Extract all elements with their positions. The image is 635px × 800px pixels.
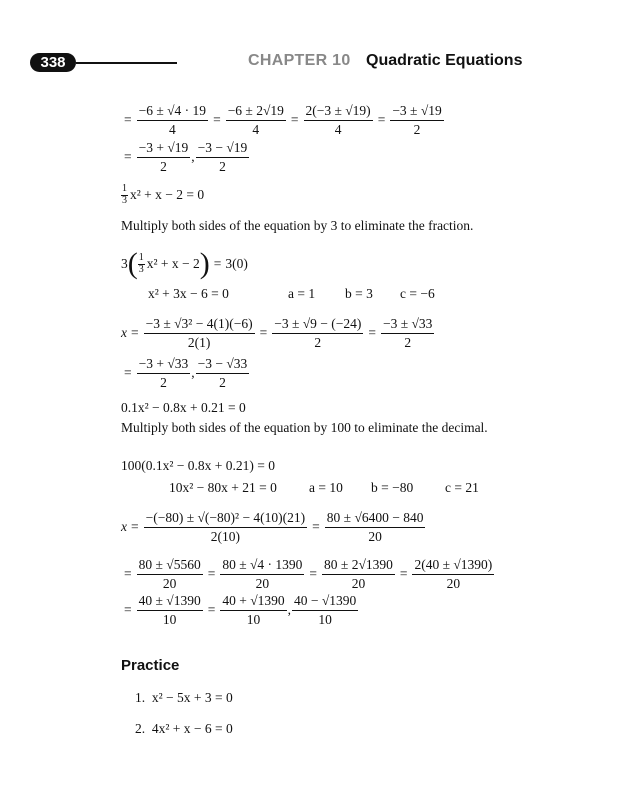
practice-heading: Practice bbox=[121, 657, 180, 674]
fraction: $\frac{\text{−(−80) ± √(−80)² − 4(10)(21)}}{2(10)}$ bbox=[145, 510, 306, 544]
equation-line: 3 ( 1 3 x² + x − 2 ) = 3(0) bbox=[121, 247, 248, 280]
equation-line: x = $\frac{\text{−(−80) ± √(−80)² − 4(10)(21)}}{2(10)}$ = $\frac{80 \pm √6400 - 840}{20}$ bbox=[121, 510, 424, 544]
page-number: 338 bbox=[30, 53, 76, 72]
equation-line: = $\frac{-6 \pm √4 \cdot 19}{4}$ = $\frac{-6 \pm 2√19}{4}$ = $\frac{2(-3 \pm √19)}{4}$ = $\frac{-3 \pm √19}{2}$ bbox=[124, 103, 442, 137]
fraction: $\frac{40 - √1390}{10}$ bbox=[293, 593, 357, 627]
instruction-text: Multiply both sides of the equation by 3 to eliminate the fraction. bbox=[121, 218, 474, 233]
equation-line: = $\frac{-3 + √33}{2}$ , $\frac{-3 - √33}{2}$ bbox=[124, 356, 248, 390]
header-rule bbox=[76, 62, 177, 64]
equation-line: x² + 3x − 6 = 0 a = 1 b = 3 c = −6 bbox=[148, 286, 435, 301]
fraction: $\frac{\text{−3 ± √3² − 4(1)(−6)}}{2(1)}$ bbox=[145, 316, 253, 350]
equation-line: x = $\frac{\text{−3 ± √3² − 4(1)(−6)}}{2(1)}$ = $\frac{-3 \pm √9 - (-24)}{2}$ = $\frac{-3 \pm √33}{2}$ bbox=[121, 316, 433, 350]
problem-equation: 1 3 x² + x − 2 = 0 bbox=[122, 183, 205, 206]
fraction: $\frac{40 + √1390}{10}$ bbox=[222, 593, 285, 627]
fraction: $\frac{-3 + √19}{2}$ bbox=[138, 140, 189, 174]
fraction: $\frac{-6 \pm 2√19}{4}$ bbox=[227, 103, 284, 137]
problem-equation: 0.1x² − 0.8x + 0.21 = 0 bbox=[121, 400, 246, 415]
equation-line: 10x² − 80x + 21 = 0 a = 10 b = −80 c = 21 bbox=[169, 480, 479, 495]
fraction: $\frac{-3 - √19}{2}$ bbox=[197, 140, 248, 174]
equation-line: = $\frac{80 \pm √5560}{20}$ = $\frac{80 \pm √4 \cdot 1390}{20}$ = $\frac{80 \pm 2√1390}{20}$ = $\frac{2(40 \pm √1390)}{20}$ bbox=[124, 557, 493, 591]
fraction: $\frac{2(-3 \pm √19)}{4}$ bbox=[305, 103, 371, 137]
fraction: $\frac{80 \pm √4 \cdot 1390}{20}$ bbox=[222, 557, 303, 591]
chapter-title: Quadratic Equations bbox=[366, 52, 523, 69]
fraction: $\frac{-3 \pm √9 - (-24)}{2}$ bbox=[274, 316, 362, 350]
fraction: $\frac{-3 \pm √19}{2}$ bbox=[392, 103, 442, 137]
fraction: $\frac{-3 - √33}{2}$ bbox=[197, 356, 248, 390]
equation-line: = $\frac{40 \pm √1390}{10}$ = $\frac{40 + √1390}{10}$ , $\frac{40 - √1390}{10}$ bbox=[124, 593, 357, 627]
fraction: $\frac{2(40 \pm √1390)}{20}$ bbox=[414, 557, 493, 591]
practice-item: 2. 4x² + x − 6 = 0 bbox=[135, 721, 233, 736]
fraction: $\frac{-3 + √33}{2}$ bbox=[138, 356, 189, 390]
fraction: $\frac{80 \pm √5560}{20}$ bbox=[138, 557, 201, 591]
equation-line: 100(0.1x² − 0.8x + 0.21) = 0 bbox=[121, 458, 276, 473]
fraction: $\frac{-3 \pm √33}{2}$ bbox=[382, 316, 433, 350]
equation-line: = $\frac{-3 + √19}{2}$ , $\frac{-3 - √19}{2}$ bbox=[124, 140, 248, 174]
fraction: $\frac{40 \pm √1390}{10}$ bbox=[138, 593, 201, 627]
fraction: $\frac{-6 \pm √4 \cdot 19}{4}$ bbox=[138, 103, 207, 137]
fraction: $\frac{80 \pm 2√1390}{20}$ bbox=[324, 557, 393, 591]
instruction-text: Multiply both sides of the equation by 100 to eliminate the decimal. bbox=[121, 420, 488, 435]
practice-item: 1. x² − 5x + 3 = 0 bbox=[135, 690, 233, 705]
chapter-label: CHAPTER 10 bbox=[248, 52, 351, 69]
fraction: $\frac{80 \pm √6400 - 840}{20}$ bbox=[326, 510, 424, 544]
